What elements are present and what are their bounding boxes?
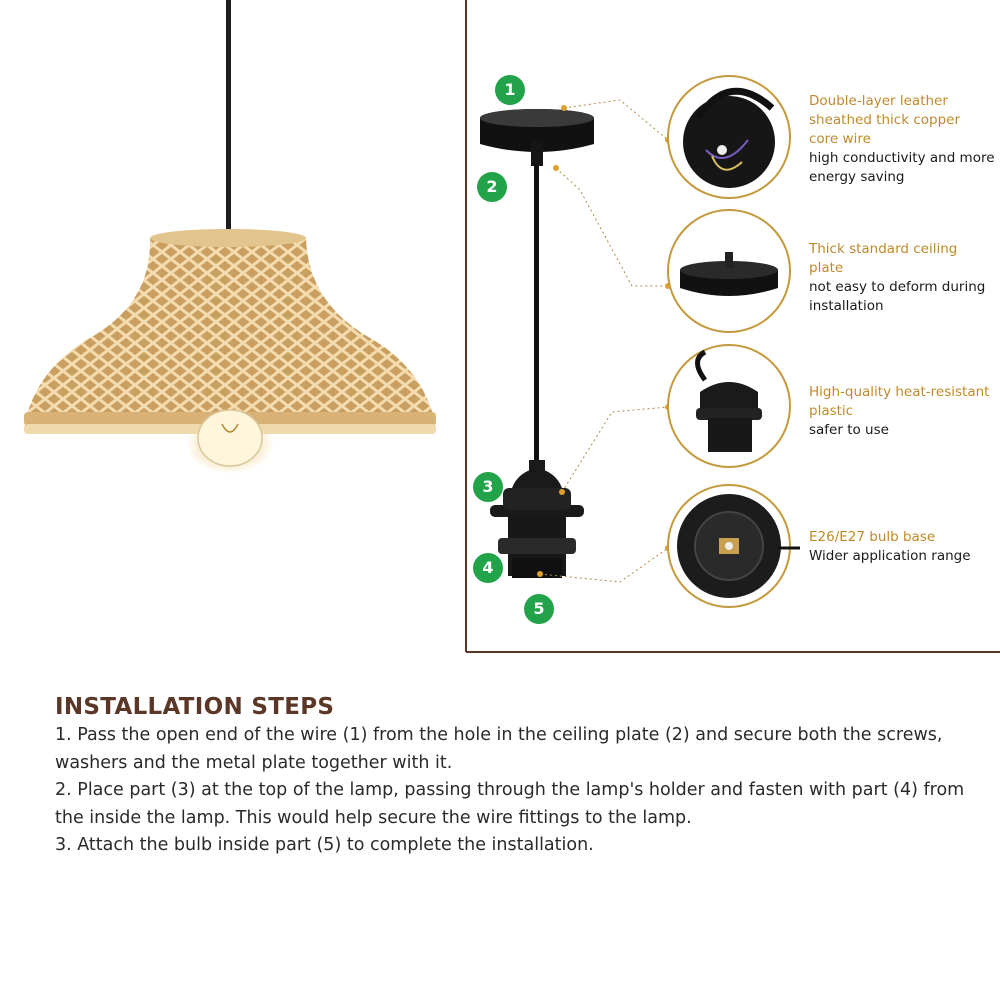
feature-wire-highlight: Double-layer leather sheathed thick copper core wire xyxy=(809,93,960,147)
part-badge-5: 5 xyxy=(524,594,554,624)
detail-wire-icon xyxy=(668,76,790,198)
installation-section xyxy=(55,694,975,860)
part-badge-2: 2 xyxy=(477,172,507,202)
feature-ceiling-plate xyxy=(809,240,999,316)
detail-ceiling-plate-icon xyxy=(668,210,790,332)
feature-plastic xyxy=(809,383,999,440)
feature-bulb-base-detail: Wider application range xyxy=(809,548,971,564)
feature-bulb-base-highlight: E26/E27 bulb base xyxy=(809,529,936,545)
installation-title: INSTALLATION STEPS xyxy=(55,694,335,720)
feature-bulb-base xyxy=(809,528,999,566)
feature-plastic-detail: safer to use xyxy=(809,422,889,438)
installation-step-1: 1. Pass the open end of the wire (1) from the hole in the ceiling plate (2) and secure both the screws, washers and the metal plate together with it. xyxy=(55,725,943,773)
installation-step-3: 3. Attach the bulb inside part (5) to complete the installation. xyxy=(55,835,594,855)
part-badge-1: 1 xyxy=(495,75,525,105)
feature-ceiling-plate-highlight: Thick standard ceiling plate xyxy=(809,241,958,276)
feature-ceiling-plate-detail: not easy to deform during installation xyxy=(809,279,986,314)
feature-wire-detail: high conductivity and more energy saving xyxy=(809,150,995,185)
detail-bulb-base-icon xyxy=(668,485,800,607)
part-badge-3: 3 xyxy=(473,472,503,502)
detail-socket-icon xyxy=(668,345,790,467)
bamboo-pendant-lamp xyxy=(24,0,436,474)
feature-plastic-highlight: High-quality heat-resistant plastic xyxy=(809,384,990,419)
part-badge-4: 4 xyxy=(473,553,503,583)
feature-wire xyxy=(809,92,999,187)
installation-step-2: 2. Place part (3) at the top of the lamp, passing through the lamp's holder and fasten with part (4) from the inside the lamp. This would help secure the wire fittings to the lamp. xyxy=(55,780,965,828)
